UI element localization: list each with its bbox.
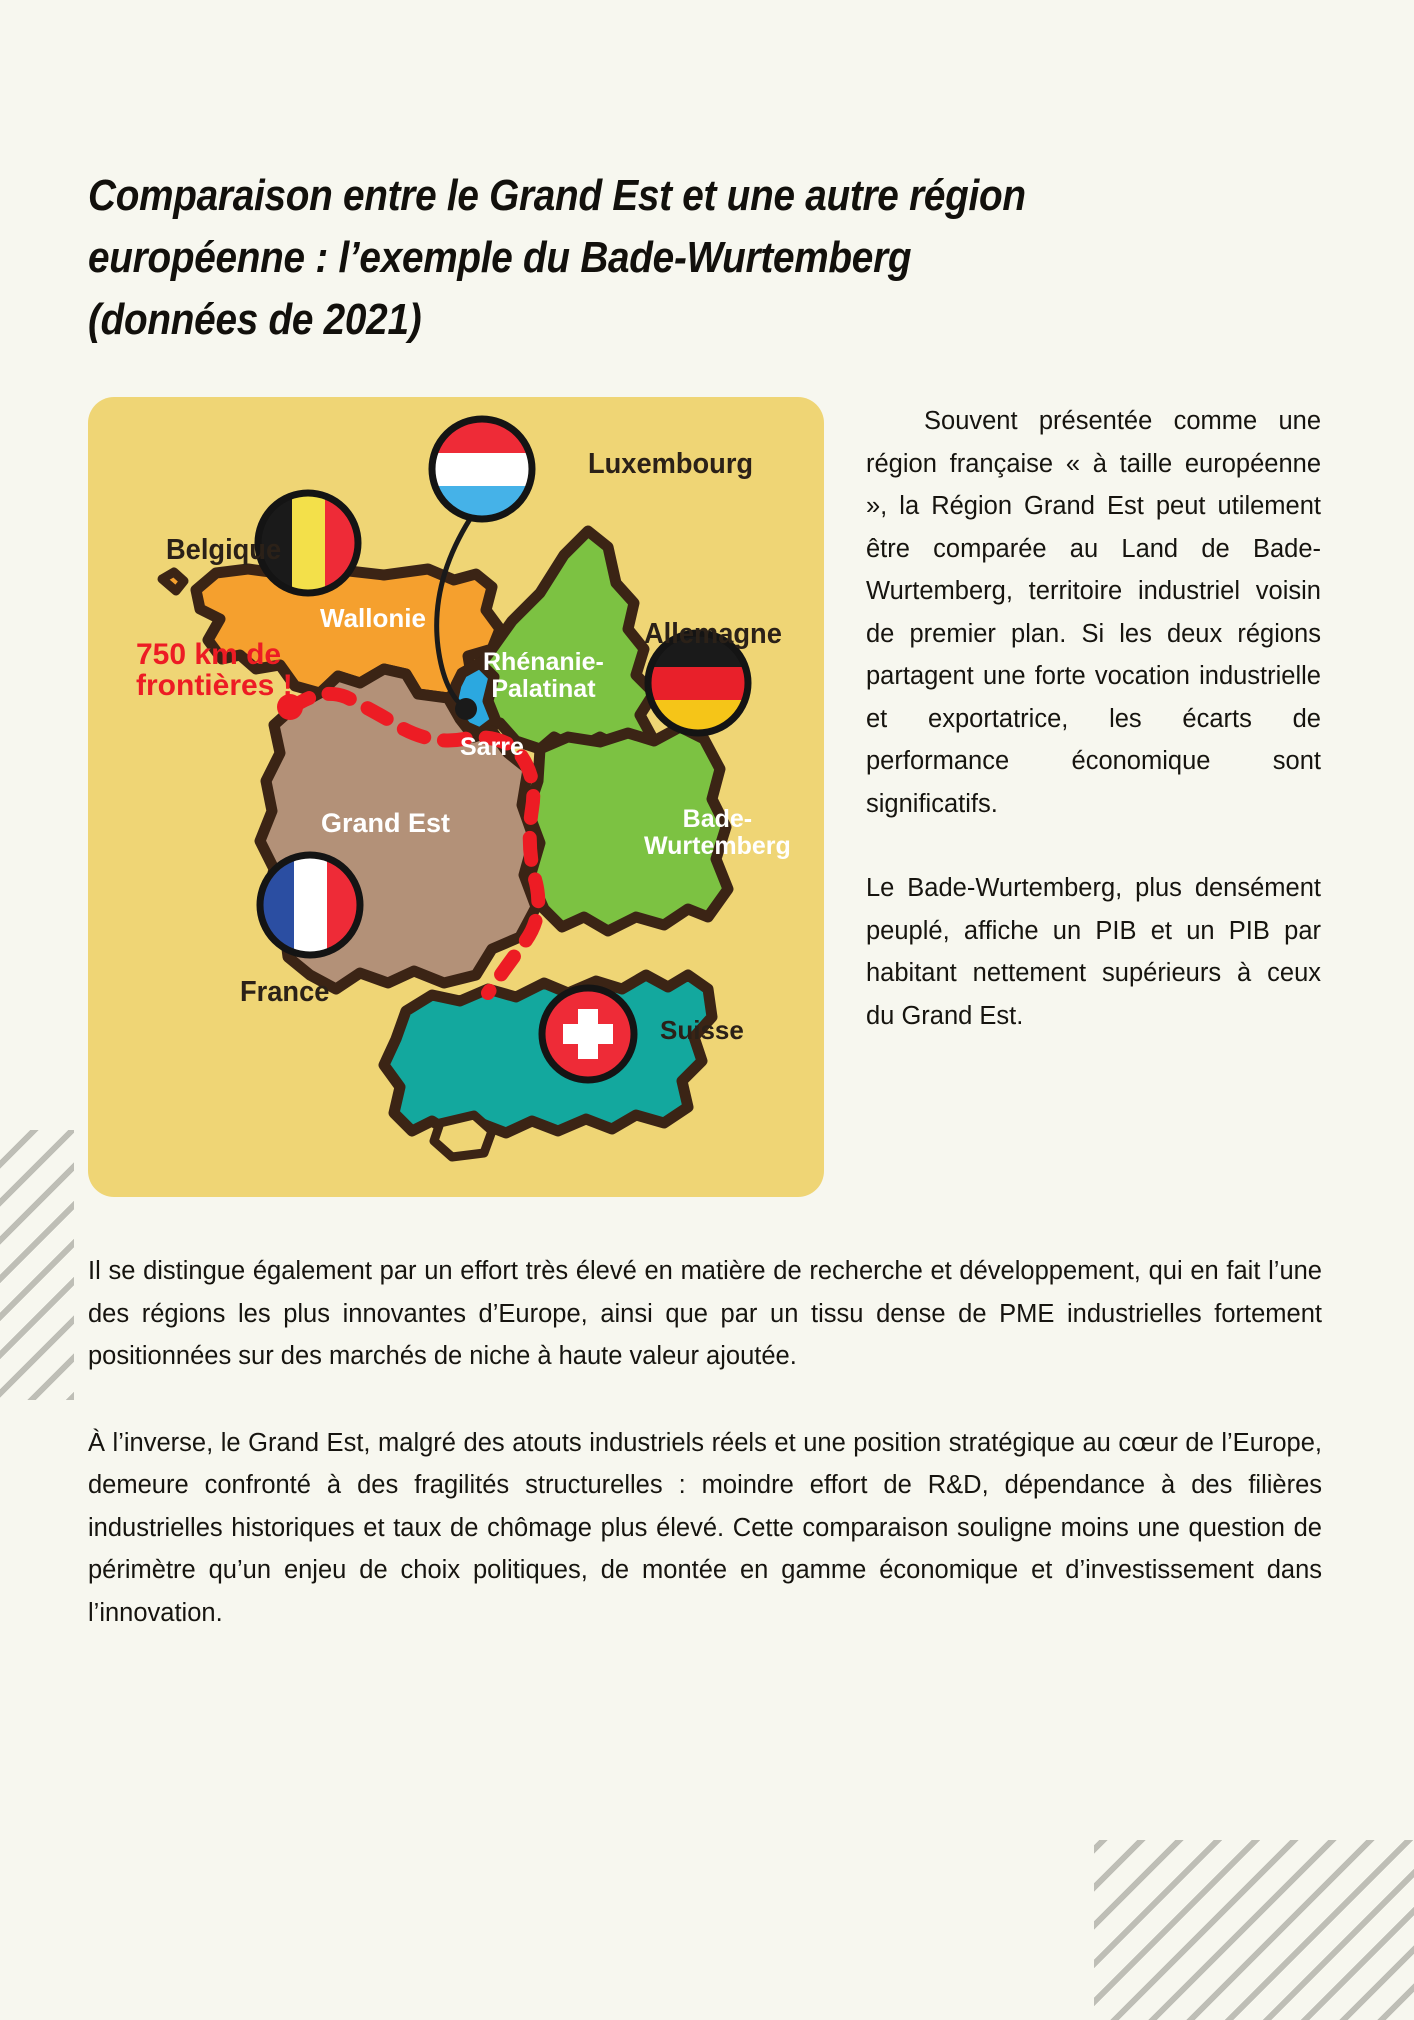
diagonal-stripes-left <box>0 1130 74 1400</box>
bottom-paragraph-1: Il se distingue également par un effort très élevé en matière de recherche et développement, qui en fait l’une des régions les plus innovantes d’Europe, ainsi que par un tissu dense de PME industrielles fortement positionnées sur des marchés de niche à haute valeur ajoutée. <box>88 1257 1322 1370</box>
bottom-text-block <box>88 1250 1322 1634</box>
map-label-bade-line-2: Wurtemberg <box>644 831 791 860</box>
map-label-allemagne: Allemagne <box>644 618 782 650</box>
page-title <box>88 165 1170 351</box>
map-illustration <box>88 397 824 1197</box>
luxembourg-leader-dot <box>455 698 477 720</box>
map-label-rhenanie-palatinat <box>483 649 604 702</box>
map-label-grand-est: Grand Est <box>321 808 451 838</box>
page-title-line-2: européenne : l’exemple du Bade-Wurtemberg <box>88 233 912 283</box>
switzerland-flag-icon <box>542 988 634 1080</box>
map-graphic <box>88 397 824 1197</box>
france-flag-icon <box>260 855 361 955</box>
region-belgium-detail <box>162 572 184 591</box>
right-paragraph-1: Souvent présentée comme une région française « à taille européenne », la Région Grand Est peut utilement être comparée au Land de Bade-Wurtemberg, territoire industriel voisin de premier plan. Si les deux régions partagent une forte vocation industrielle et exportatrice, les écarts de performance économique sont significatifs. <box>866 407 1321 818</box>
diagonal-stripes-bottom-right <box>1094 1840 1414 2020</box>
map-label-suisse: Suisse <box>660 1015 744 1045</box>
map-label-belgique: Belgique <box>166 534 282 566</box>
map-annotation-frontieres <box>136 640 293 701</box>
map-label-bade-line-1: Bade- <box>682 805 753 833</box>
map-label-rhenanie-line-2: Palatinat <box>491 674 596 703</box>
right-paragraph-2: Le Bade-Wurtemberg, plus densément peuplé, affiche un PIB et un PIB par habitant nettement supérieurs à ceux du Grand Est. <box>866 874 1321 1030</box>
map-label-rhenanie-line-1: Rhénanie- <box>483 648 604 676</box>
map-annotation-frontieres-line-1: 750 km de <box>136 638 282 671</box>
page-title-line-1: Comparaison entre le Grand Est et une autre région <box>88 171 1026 221</box>
map-annotation-frontieres-line-2: frontières ! <box>136 668 293 702</box>
map-label-wallonie: Wallonie <box>320 603 426 633</box>
bottom-paragraph-2: À l’inverse, le Grand Est, malgré des atouts industriels réels et une position stratégique au cœur de l’Europe, demeure confronté à des fragilités structurelles : moindre effort de R&D, dépendance à des filières industrielles historiques et taux de chômage plus élevé. Cette comparaison souligne moins une question de périmètre qu’un enjeu de choix politiques, de montée en gamme économique et d’investissement dans l’innovation. <box>88 1428 1322 1627</box>
map-label-sarre: Sarre <box>460 733 524 761</box>
right-text-column <box>866 400 1321 1037</box>
map-label-luxembourg: Luxembourg <box>588 448 754 480</box>
map-label-france: France <box>240 976 330 1008</box>
page-title-line-3: (données de 2021) <box>88 295 422 345</box>
region-suisse-inner-gap <box>434 1115 492 1157</box>
region-rhenanie-palatinat <box>474 531 654 749</box>
map-label-bade-wurtemberg <box>644 806 791 859</box>
luxembourg-flag-icon <box>432 419 532 520</box>
